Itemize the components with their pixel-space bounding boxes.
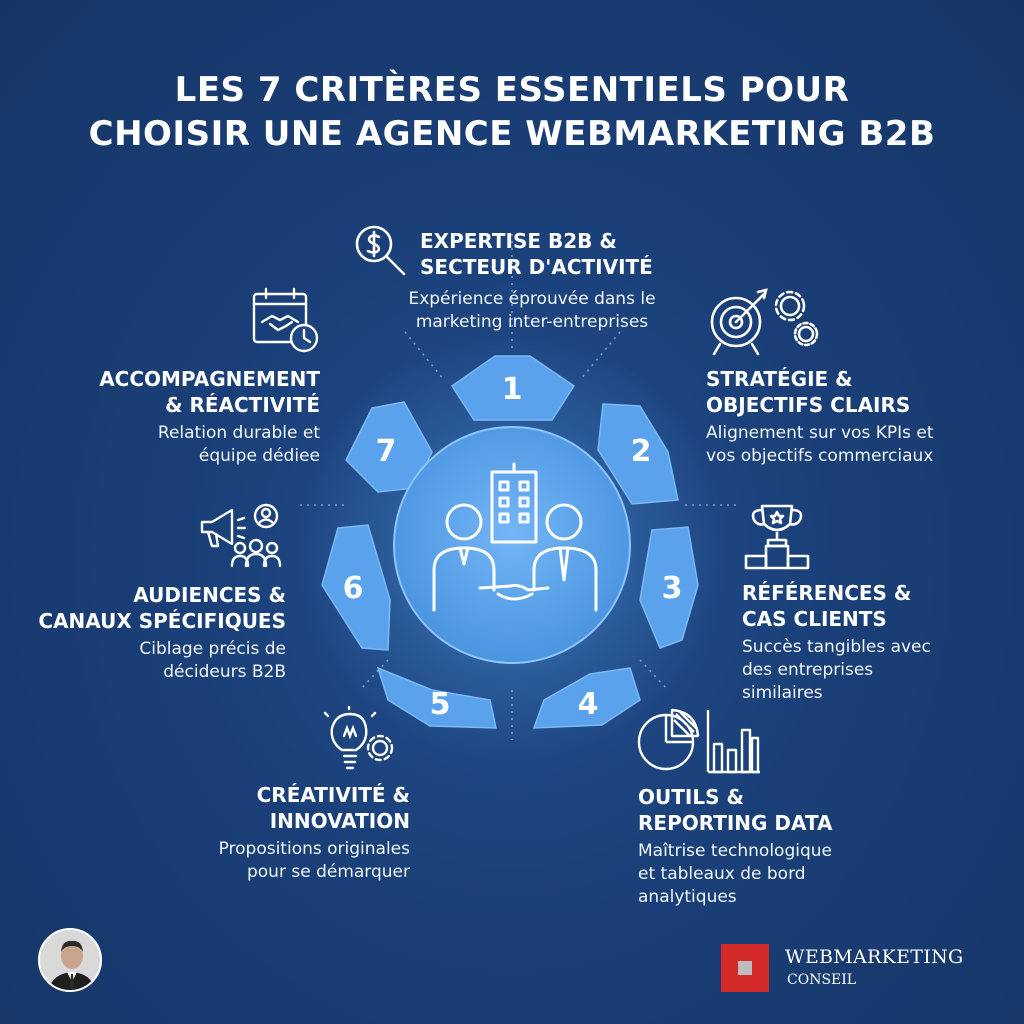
target-gears-icon	[706, 286, 826, 356]
brand-subtitle: CONSEIL	[787, 972, 857, 988]
criterion-7-title: ACCOMPAGNEMENT & RÉACTIVITÉ	[99, 367, 320, 417]
criterion-4-description: Maîtrise technologique et tableaux de bord analytiques	[638, 841, 832, 907]
calendar-handshake-icon	[250, 286, 322, 356]
brand-logo	[721, 944, 981, 994]
segment-number-6: 6	[342, 571, 364, 606]
criterion-6	[4, 582, 286, 684]
segment-number-7: 7	[375, 434, 397, 469]
brand-logo-mark	[721, 944, 769, 992]
brand-name: WEBMARKETING	[785, 946, 964, 968]
criterion-1-title: EXPERTISE B2B & SECTEUR D'ACTIVITÉ	[420, 229, 653, 279]
criterion-5-description: Propositions originales pour se démarquer	[218, 839, 410, 882]
criterion-2	[706, 366, 1006, 468]
segment-number-4: 4	[577, 687, 599, 722]
criterion-6-title: AUDIENCES & CANAUX SPÉCIFIQUES	[38, 583, 286, 633]
segment-number-3: 3	[661, 571, 683, 606]
criterion-1-description: Expérience éprouvée dans le marketing inter-entreprises	[408, 289, 656, 332]
criterion-2-title: STRATÉGIE & OBJECTIFS CLAIRS	[706, 367, 911, 417]
business-handshake-icon	[420, 460, 610, 630]
criterion-7-description: Relation durable et équipe dédiee	[157, 423, 320, 466]
criterion-3-description: Succès tangibles avec des entreprises similaires	[742, 637, 931, 703]
criterion-2-description: Alignement sur vos KPIs et vos objectifs commerciaux	[706, 423, 934, 466]
title-line-1: LES 7 CRITÈRES ESSENTIELS POUR	[174, 70, 850, 110]
criterion-5-title: CRÉATIVITÉ & INNOVATION	[256, 783, 410, 833]
author-avatar	[38, 928, 102, 992]
criterion-3	[742, 580, 1012, 705]
trophy-podium-icon	[742, 502, 812, 570]
segment-number-2: 2	[630, 434, 652, 469]
lightbulb-gear-icon	[322, 706, 398, 774]
criterion-5	[130, 782, 410, 884]
criterion-1-desc-block	[372, 284, 692, 334]
pie-bar-chart-icon	[636, 708, 762, 774]
criterion-4-title: OUTILS & REPORTING DATA	[638, 785, 833, 835]
segment-number-5: 5	[429, 687, 451, 722]
criterion-1	[420, 228, 700, 280]
megaphone-audience-icon	[198, 502, 284, 568]
segment-number-1: 1	[501, 372, 523, 407]
title-line-2: CHOISIR UNE AGENCE WEBMARKETING B2B	[88, 114, 936, 154]
criterion-4	[638, 784, 938, 909]
criterion-3-title: RÉFÉRENCES & CAS CLIENTS	[742, 581, 912, 631]
dollar-search-icon	[352, 222, 410, 280]
criterion-7	[40, 366, 320, 468]
criterion-6-description: Ciblage précis de décideurs B2B	[139, 639, 286, 682]
